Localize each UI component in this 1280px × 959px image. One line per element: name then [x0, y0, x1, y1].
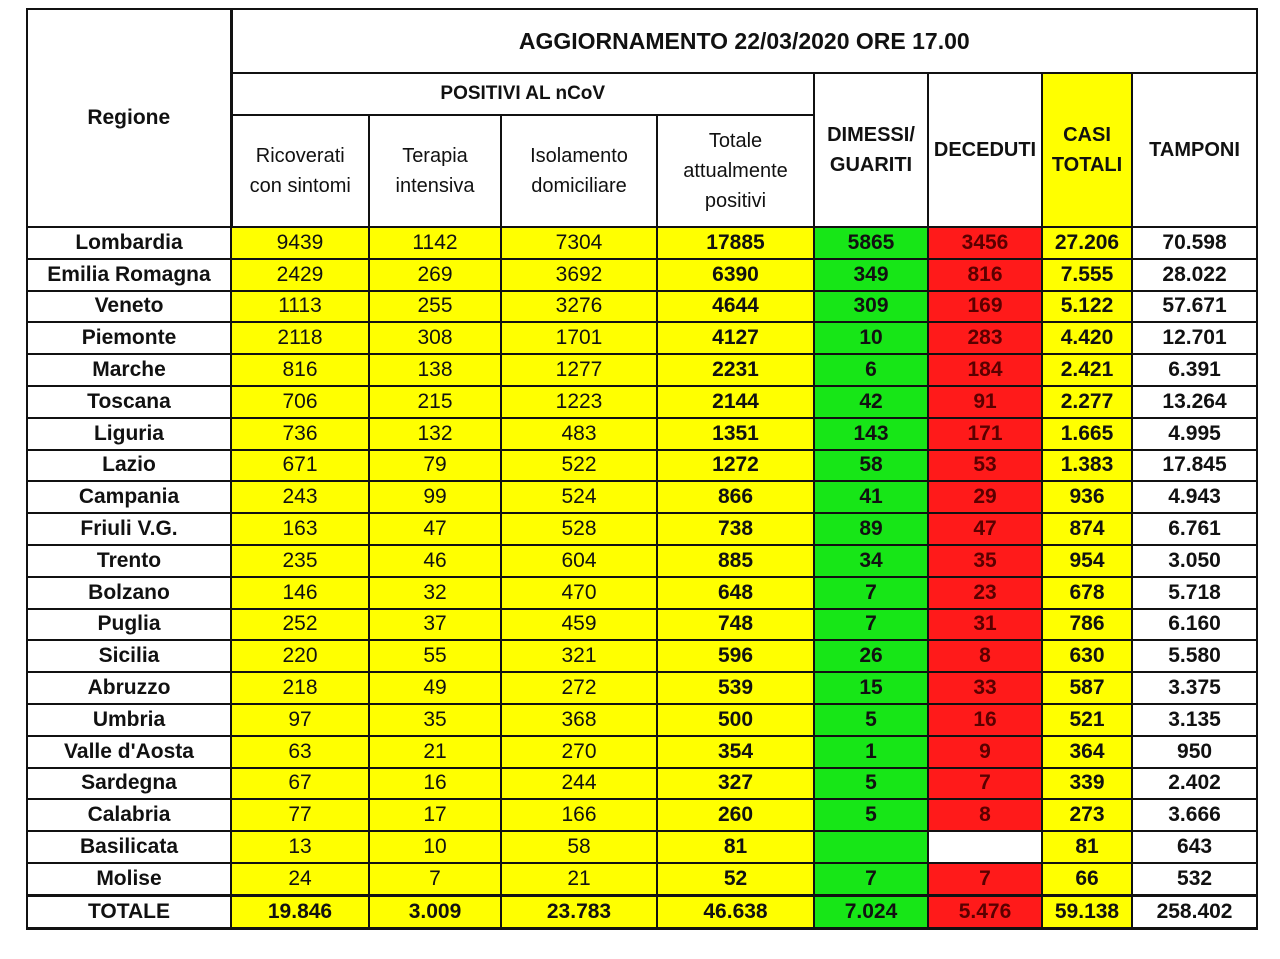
cell-isolamento: 3692 [501, 259, 657, 291]
cell-totale: 2144 [657, 386, 814, 418]
cell-terapia: 308 [369, 322, 501, 354]
cell-isolamento: 7304 [501, 227, 657, 259]
cell-dimessi: 7 [814, 577, 928, 609]
cell-regione: Liguria [27, 418, 231, 450]
header-casi-totali [1042, 73, 1132, 227]
cell-totale: 1351 [657, 418, 814, 450]
page-title: AGGIORNAMENTO 22/03/2020 ORE 17.00 [231, 9, 1257, 73]
cell-terapia: 215 [369, 386, 501, 418]
cell-isolamento: 244 [501, 768, 657, 800]
cell-tamponi: 4.995 [1132, 418, 1257, 450]
cell-casi: 874 [1042, 513, 1132, 545]
data-sheet [26, 8, 1256, 930]
total-isolamento: 23.783 [501, 895, 657, 928]
total-tamponi: 258.402 [1132, 895, 1257, 928]
cell-dimessi: 5 [814, 704, 928, 736]
header-casi-line2: TOTALI [1051, 154, 1123, 176]
cell-ricoverati: 218 [231, 672, 369, 704]
cell-totale: 4127 [657, 322, 814, 354]
cell-regione: Friuli V.G. [27, 513, 231, 545]
cell-deceduti: 29 [928, 481, 1042, 513]
header-isolamento-line1: Isolamento [530, 145, 628, 167]
cell-deceduti: 3456 [928, 227, 1042, 259]
cell-regione: Toscana [27, 386, 231, 418]
cell-tamponi: 17.845 [1132, 450, 1257, 482]
cell-totale: 885 [657, 545, 814, 577]
cell-terapia: 7 [369, 863, 501, 895]
cell-casi: 2.421 [1042, 354, 1132, 386]
table-row [27, 799, 1257, 831]
cell-isolamento: 58 [501, 831, 657, 863]
cell-isolamento: 21 [501, 863, 657, 895]
cell-regione: Emilia Romagna [27, 259, 231, 291]
cell-isolamento: 524 [501, 481, 657, 513]
cell-terapia: 1142 [369, 227, 501, 259]
cell-isolamento: 522 [501, 450, 657, 482]
cell-casi: 273 [1042, 799, 1132, 831]
cell-terapia: 37 [369, 609, 501, 641]
cell-ricoverati: 243 [231, 481, 369, 513]
total-deceduti: 5.476 [928, 895, 1042, 928]
cell-totale: 500 [657, 704, 814, 736]
cell-casi: 2.277 [1042, 386, 1132, 418]
cell-tamponi: 70.598 [1132, 227, 1257, 259]
cell-regione: Trento [27, 545, 231, 577]
header-terapia-line1: Terapia [402, 145, 468, 167]
cell-totale: 866 [657, 481, 814, 513]
cell-terapia: 32 [369, 577, 501, 609]
cell-isolamento: 459 [501, 609, 657, 641]
cell-deceduti: 184 [928, 354, 1042, 386]
cell-tamponi: 28.022 [1132, 259, 1257, 291]
cell-totale: 596 [657, 640, 814, 672]
cell-deceduti: 91 [928, 386, 1042, 418]
cell-ricoverati: 13 [231, 831, 369, 863]
cell-totale: 354 [657, 736, 814, 768]
cell-casi: 587 [1042, 672, 1132, 704]
table-row [27, 831, 1257, 863]
cell-ricoverati: 1113 [231, 291, 369, 323]
cell-deceduti: 33 [928, 672, 1042, 704]
cell-terapia: 35 [369, 704, 501, 736]
header-casi-line1: CASI [1063, 124, 1111, 146]
cell-tamponi: 13.264 [1132, 386, 1257, 418]
cell-terapia: 10 [369, 831, 501, 863]
cell-regione: Abruzzo [27, 672, 231, 704]
cell-casi: 4.420 [1042, 322, 1132, 354]
cell-regione: Basilicata [27, 831, 231, 863]
cell-casi: 1.665 [1042, 418, 1132, 450]
cell-deceduti: 7 [928, 863, 1042, 895]
cell-regione: Bolzano [27, 577, 231, 609]
cell-isolamento: 1701 [501, 322, 657, 354]
cell-dimessi: 5 [814, 768, 928, 800]
header-ricoverati-line2: con sintomi [249, 175, 351, 197]
cell-tamponi: 532 [1132, 863, 1257, 895]
total-casi: 59.138 [1042, 895, 1132, 928]
cell-ricoverati: 63 [231, 736, 369, 768]
cell-isolamento: 272 [501, 672, 657, 704]
cell-deceduti: 169 [928, 291, 1042, 323]
cell-isolamento: 3276 [501, 291, 657, 323]
cell-casi: 521 [1042, 704, 1132, 736]
table-row [27, 609, 1257, 641]
table-row [27, 513, 1257, 545]
cell-totale: 17885 [657, 227, 814, 259]
cell-dimessi: 143 [814, 418, 928, 450]
header-totale-line1: Totale [708, 130, 763, 152]
cell-deceduti: 23 [928, 577, 1042, 609]
cell-deceduti: 171 [928, 418, 1042, 450]
cell-casi: 1.383 [1042, 450, 1132, 482]
cell-dimessi: 89 [814, 513, 928, 545]
cell-regione: Sicilia [27, 640, 231, 672]
cell-totale: 648 [657, 577, 814, 609]
cell-ricoverati: 9439 [231, 227, 369, 259]
cell-totale: 6390 [657, 259, 814, 291]
cell-ricoverati: 77 [231, 799, 369, 831]
table-row [27, 672, 1257, 704]
cell-totale: 539 [657, 672, 814, 704]
table-row [27, 736, 1257, 768]
cell-terapia: 255 [369, 291, 501, 323]
cell-ricoverati: 706 [231, 386, 369, 418]
total-dimessi: 7.024 [814, 895, 928, 928]
cell-tamponi: 6.160 [1132, 609, 1257, 641]
table-row [27, 322, 1257, 354]
cell-terapia: 17 [369, 799, 501, 831]
cell-isolamento: 470 [501, 577, 657, 609]
cell-ricoverati: 146 [231, 577, 369, 609]
cell-dimessi: 15 [814, 672, 928, 704]
cell-dimessi: 7 [814, 609, 928, 641]
cell-regione: Calabria [27, 799, 231, 831]
table-row [27, 354, 1257, 386]
cell-isolamento: 1223 [501, 386, 657, 418]
table-row [27, 227, 1257, 259]
cell-tamponi: 57.671 [1132, 291, 1257, 323]
cell-isolamento: 604 [501, 545, 657, 577]
cell-regione: Lazio [27, 450, 231, 482]
table-row [27, 545, 1257, 577]
cell-isolamento: 368 [501, 704, 657, 736]
cell-casi: 339 [1042, 768, 1132, 800]
cell-dimessi: 349 [814, 259, 928, 291]
cell-deceduti: 47 [928, 513, 1042, 545]
cell-ricoverati: 220 [231, 640, 369, 672]
cell-regione: Marche [27, 354, 231, 386]
cell-casi: 81 [1042, 831, 1132, 863]
cell-regione: Puglia [27, 609, 231, 641]
cell-isolamento: 1277 [501, 354, 657, 386]
table-row [27, 418, 1257, 450]
cell-terapia: 47 [369, 513, 501, 545]
cell-regione: Campania [27, 481, 231, 513]
cell-tamponi: 2.402 [1132, 768, 1257, 800]
cell-dimessi: 58 [814, 450, 928, 482]
cell-dimessi: 41 [814, 481, 928, 513]
cell-dimessi: 26 [814, 640, 928, 672]
cell-totale: 738 [657, 513, 814, 545]
cell-deceduti: 35 [928, 545, 1042, 577]
table-row [27, 481, 1257, 513]
total-totale: 46.638 [657, 895, 814, 928]
cell-terapia: 138 [369, 354, 501, 386]
cell-terapia: 49 [369, 672, 501, 704]
header-totale-positivi [657, 115, 814, 227]
total-ricoverati: 19.846 [231, 895, 369, 928]
header-tamponi: TAMPONI [1132, 73, 1257, 227]
cell-deceduti: 31 [928, 609, 1042, 641]
cell-casi: 7.555 [1042, 259, 1132, 291]
header-regione: Regione [27, 9, 231, 227]
cell-tamponi: 4.943 [1132, 481, 1257, 513]
cell-isolamento: 483 [501, 418, 657, 450]
cell-dimessi: 34 [814, 545, 928, 577]
cell-tamponi: 3.135 [1132, 704, 1257, 736]
cell-regione: Molise [27, 863, 231, 895]
cell-casi: 364 [1042, 736, 1132, 768]
header-totale-line2: attualmente [683, 160, 788, 182]
total-label: TOTALE [27, 895, 231, 928]
cell-dimessi: 309 [814, 291, 928, 323]
cell-terapia: 132 [369, 418, 501, 450]
table-row [27, 640, 1257, 672]
cell-dimessi: 6 [814, 354, 928, 386]
table-row [27, 577, 1257, 609]
cell-deceduti: 16 [928, 704, 1042, 736]
cell-regione: Valle d'Aosta [27, 736, 231, 768]
cell-tamponi: 5.580 [1132, 640, 1257, 672]
cell-dimessi: 5 [814, 799, 928, 831]
cell-ricoverati: 816 [231, 354, 369, 386]
table-row [27, 704, 1257, 736]
cell-regione: Lombardia [27, 227, 231, 259]
cell-tamponi: 3.666 [1132, 799, 1257, 831]
table-row [27, 259, 1257, 291]
cell-casi: 27.206 [1042, 227, 1132, 259]
total-row [27, 895, 1257, 928]
cell-ricoverati: 2118 [231, 322, 369, 354]
cell-dimessi: 1 [814, 736, 928, 768]
covid-regional-table [26, 8, 1258, 930]
cell-isolamento: 270 [501, 736, 657, 768]
cell-terapia: 16 [369, 768, 501, 800]
cell-casi: 936 [1042, 481, 1132, 513]
cell-totale: 52 [657, 863, 814, 895]
header-deceduti: DECEDUTI [928, 73, 1042, 227]
cell-terapia: 21 [369, 736, 501, 768]
cell-dimessi: 5865 [814, 227, 928, 259]
header-totale-line3: positivi [704, 190, 767, 212]
cell-ricoverati: 2429 [231, 259, 369, 291]
cell-deceduti: 8 [928, 799, 1042, 831]
cell-ricoverati: 97 [231, 704, 369, 736]
cell-ricoverati: 671 [231, 450, 369, 482]
cell-isolamento: 166 [501, 799, 657, 831]
cell-tamponi: 12.701 [1132, 322, 1257, 354]
cell-tamponi: 6.391 [1132, 354, 1257, 386]
cell-deceduti: 816 [928, 259, 1042, 291]
cell-tamponi: 950 [1132, 736, 1257, 768]
cell-ricoverati: 736 [231, 418, 369, 450]
cell-dimessi [814, 831, 928, 863]
cell-totale: 1272 [657, 450, 814, 482]
table-row [27, 291, 1257, 323]
table-row [27, 450, 1257, 482]
header-dimessi-line2: GUARITI [829, 154, 913, 176]
table-row [27, 863, 1257, 895]
cell-totale: 81 [657, 831, 814, 863]
cell-casi: 954 [1042, 545, 1132, 577]
cell-casi: 66 [1042, 863, 1132, 895]
table-row [27, 386, 1257, 418]
cell-terapia: 55 [369, 640, 501, 672]
header-dimessi-line1: DIMESSI/ [827, 124, 915, 146]
cell-casi: 630 [1042, 640, 1132, 672]
cell-tamponi: 5.718 [1132, 577, 1257, 609]
cell-tamponi: 643 [1132, 831, 1257, 863]
header-isolamento-line2: domiciliare [531, 175, 627, 197]
cell-ricoverati: 252 [231, 609, 369, 641]
cell-casi: 678 [1042, 577, 1132, 609]
cell-terapia: 99 [369, 481, 501, 513]
cell-deceduti [928, 831, 1042, 863]
total-terapia: 3.009 [369, 895, 501, 928]
cell-totale: 327 [657, 768, 814, 800]
cell-deceduti: 53 [928, 450, 1042, 482]
cell-totale: 748 [657, 609, 814, 641]
cell-isolamento: 321 [501, 640, 657, 672]
cell-regione: Piemonte [27, 322, 231, 354]
cell-regione: Veneto [27, 291, 231, 323]
cell-terapia: 269 [369, 259, 501, 291]
header-isolamento [501, 115, 657, 227]
header-terapia [369, 115, 501, 227]
cell-totale: 2231 [657, 354, 814, 386]
cell-terapia: 46 [369, 545, 501, 577]
cell-casi: 5.122 [1042, 291, 1132, 323]
header-ricoverati [231, 115, 369, 227]
cell-dimessi: 7 [814, 863, 928, 895]
cell-tamponi: 6.761 [1132, 513, 1257, 545]
table-row [27, 768, 1257, 800]
cell-regione: Umbria [27, 704, 231, 736]
cell-casi: 786 [1042, 609, 1132, 641]
cell-isolamento: 528 [501, 513, 657, 545]
header-ricoverati-line1: Ricoverati [255, 145, 345, 167]
cell-totale: 4644 [657, 291, 814, 323]
cell-totale: 260 [657, 799, 814, 831]
header-terapia-line2: intensiva [395, 175, 475, 197]
cell-dimessi: 10 [814, 322, 928, 354]
cell-dimessi: 42 [814, 386, 928, 418]
cell-ricoverati: 235 [231, 545, 369, 577]
header-group-positivi: POSITIVI AL nCoV [231, 73, 814, 115]
cell-tamponi: 3.050 [1132, 545, 1257, 577]
header-dimessi [814, 73, 928, 227]
cell-ricoverati: 67 [231, 768, 369, 800]
cell-ricoverati: 163 [231, 513, 369, 545]
cell-deceduti: 9 [928, 736, 1042, 768]
cell-deceduti: 283 [928, 322, 1042, 354]
cell-regione: Sardegna [27, 768, 231, 800]
table-body [27, 227, 1257, 895]
cell-ricoverati: 24 [231, 863, 369, 895]
cell-terapia: 79 [369, 450, 501, 482]
cell-deceduti: 8 [928, 640, 1042, 672]
cell-tamponi: 3.375 [1132, 672, 1257, 704]
cell-deceduti: 7 [928, 768, 1042, 800]
